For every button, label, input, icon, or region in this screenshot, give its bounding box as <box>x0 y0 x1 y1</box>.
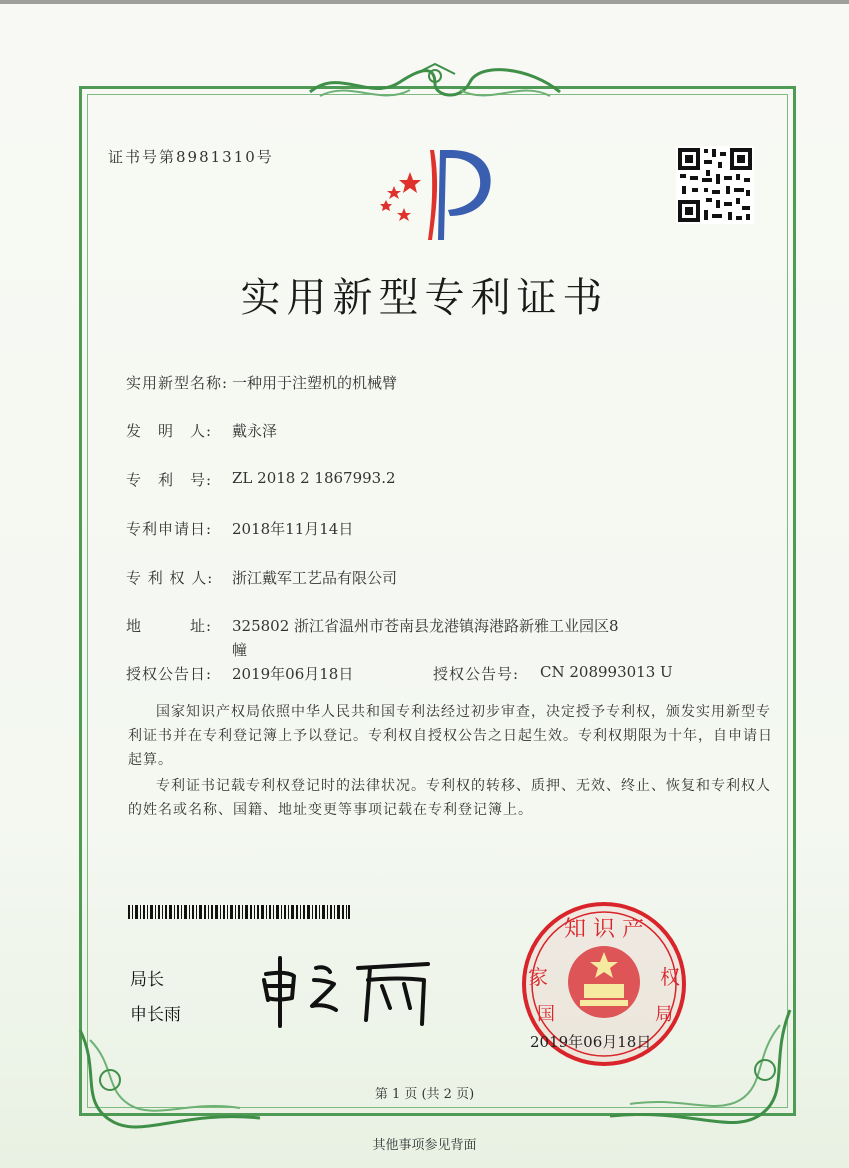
bottom-left-ornament <box>70 1010 270 1130</box>
field-value-grant-number: CN 208993013 U <box>540 663 673 681</box>
field-value-filing-date: 2018年11月14日 <box>232 520 354 538</box>
field-value-patentee: 浙江戴军工艺品有限公司 <box>232 569 398 587</box>
seal-text-top: 知 识 产 <box>564 917 644 942</box>
field-label-model-name: 实用新型名称: <box>126 374 229 392</box>
scan-top-edge <box>0 0 849 4</box>
field-label-grant-date: 授权公告日: <box>126 665 213 683</box>
top-ornament <box>300 62 570 108</box>
field-value-inventor: 戴永泽 <box>232 422 278 440</box>
certificate-number: 证书号第8981310号 <box>108 148 274 166</box>
field-value-address: 325802 浙江省温州市苍南县龙港镇海港路新雅工业园区8 <box>232 617 619 635</box>
barcode <box>128 905 350 919</box>
field-value-model-name: 一种用于注塑机的机械臂 <box>232 374 398 392</box>
field-value-address-line2: 幢 <box>232 641 248 659</box>
field-label-patent-number: 专 利 号: <box>126 471 213 489</box>
field-label-patentee: 专 利 权 人: <box>126 569 214 587</box>
page-indicator: 第 1 页 (共 2 页) <box>374 1087 475 1102</box>
signature-name: 申长雨 <box>130 1005 181 1025</box>
field-label-address: 地 址: <box>126 617 213 635</box>
field-label-inventor: 发 明 人: <box>126 422 213 440</box>
body-paragraph-1: 国家知识产权局依照中华人民共和国专利法经过初步审查，决定授予专利权，颁发实用新型专利证书并在专利登记簿上予以登记。专利权自授权公告之日起生效。专利权期限为十年，自申请日起算。 <box>128 704 773 768</box>
field-value-patent-number: ZL 2018 2 1867993.2 <box>232 469 396 487</box>
body-paragraph-2: 专利证书记载专利权登记时的法律状况。专利权的转移、质押、无效、终止、恢复和专利权人的姓名或名称、国籍、地址变更等事项记载在专利登记簿上。 <box>128 778 771 818</box>
patent-office-logo <box>372 142 500 242</box>
signature-title-director: 局长 <box>130 970 164 990</box>
seal-text-left2: 国 <box>537 1004 555 1025</box>
qr-code <box>676 146 754 224</box>
seal-date: 2019年06月18日 <box>530 1033 652 1051</box>
page-title: 实用新型专利证书 <box>240 275 609 321</box>
seal-text-left: 家 <box>528 965 548 989</box>
seal-text-right: 权 <box>660 965 680 989</box>
field-label-filing-date: 专利申请日: <box>126 520 213 538</box>
footer-note: 其他事项参见背面 <box>372 1138 477 1153</box>
field-label-grant-number: 授权公告号: <box>433 665 520 683</box>
handwritten-signature <box>258 950 438 1030</box>
seal-text-right2: 局 <box>655 1004 673 1025</box>
field-value-grant-date: 2019年06月18日 <box>232 665 354 683</box>
